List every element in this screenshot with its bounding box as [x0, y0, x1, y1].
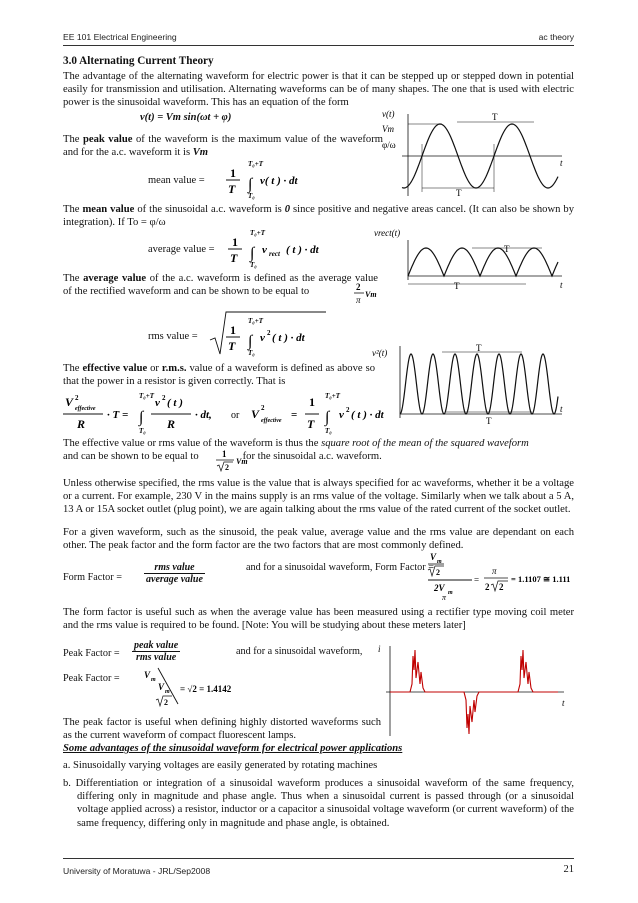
svg-text:T: T [228, 182, 236, 196]
svg-text:T₀: T₀ [248, 349, 255, 357]
svg-text:T: T [307, 417, 315, 431]
average-value-paragraph: The average value of the a.c. waveform is defined as the average value of the rectified waveform and can be shown to be equal to [63, 273, 378, 298]
svg-text:∫: ∫ [248, 333, 253, 350]
svg-text:( t ) · dt: ( t ) · dt [272, 332, 305, 344]
header-rule [63, 45, 574, 46]
svg-text:T₀: T₀ [325, 427, 332, 435]
header-left: EE 101 Electrical Engineering [63, 32, 177, 42]
svg-text:Vm: Vm [365, 290, 377, 299]
footer-left: University of Moratuwa - JRL/Sep2008 [63, 866, 211, 876]
svg-text:effective: effective [75, 406, 96, 412]
svg-text:Vm: Vm [236, 457, 248, 466]
fig2-t-label: t [560, 280, 563, 290]
header-right: ac theory [538, 32, 574, 42]
form-factor-sinusoidal-text: and for a sinusoidal waveform, Form Factor = [246, 562, 434, 573]
svg-text:2: 2 [267, 329, 271, 337]
svg-text:R: R [167, 417, 176, 431]
svg-text:v( t ) · dt: v( t ) · dt [260, 175, 298, 187]
advantage-b: b. Differentiation or integration of a sinusoidal waveform produces a sinusoidal waveform of the same frequency, differing only in magnitude and phase angle. Thus when a sinusoidal current is passed through (or a sinusoidal voltage applied across) a resistor, inductor or a capacitor a sinusoidal voltage waveform (or current waveform) of the same frequency, differing only in magnitude and phase angle, is obtained. [63, 778, 574, 829]
rms-value-formula [208, 308, 328, 360]
svg-text:1: 1 [222, 449, 227, 459]
svg-text:T₀+T: T₀+T [248, 317, 263, 325]
svg-text:V: V [430, 552, 437, 562]
svg-text:1: 1 [230, 323, 236, 337]
fig1-period-top: T [492, 112, 498, 122]
svg-text:1: 1 [230, 166, 236, 180]
svg-text:2: 2 [356, 282, 361, 292]
svg-text:V: V [251, 407, 260, 421]
svg-text:T₀: T₀ [248, 192, 255, 200]
form-factor-sinusoid-fraction [428, 550, 574, 600]
svg-text:m: m [437, 559, 442, 565]
fig1-ylabel: v(t) [382, 109, 395, 119]
fig1-vm-label: Vm [382, 124, 394, 134]
svg-text:2: 2 [346, 406, 350, 414]
average-value-formula [228, 227, 348, 269]
svg-text:2: 2 [261, 404, 265, 412]
section-title: 3.0 Alternating Current Theory [63, 55, 214, 67]
svg-text:effective: effective [261, 418, 282, 424]
fig1-phase-label: φ/ω [382, 140, 396, 150]
intro-paragraph: The advantage of the alternating waveform for electric power is that it can be stepped up or stepped down in potential easily for transmission and utilisation. Alternating waveforms can be of many shapes. The one that is used with electric power is the sinusoidal waveform. This has an equation of the form [63, 71, 574, 109]
svg-text:T₀: T₀ [250, 261, 257, 269]
svg-text:R: R [77, 417, 86, 431]
form-factor-label: Form Factor = [63, 572, 122, 583]
rectified-figure [374, 228, 574, 292]
two-vm-over-pi [352, 280, 380, 308]
form-factor-denominator: average value [146, 574, 203, 585]
effective-value-paragraph: The effective value or r.m.s. value of a waveform is defined as above so that the power in a resistor is given correctly. That is [63, 363, 375, 388]
svg-text:∫: ∫ [139, 409, 144, 426]
svg-text:T: T [230, 251, 238, 265]
form-factor-result: = 1.1107 ≅ 1.111 [511, 574, 571, 584]
svg-text:2: 2 [436, 568, 440, 577]
peak-factor-sinusoidal-text: and for a sinusoidal waveform, [236, 646, 363, 657]
peak-factor-useful-paragraph: The peak factor is useful when defining highly distorted waveforms such as the current waveform of compact fluorescent lamps. [63, 717, 381, 742]
peak-factor-label-2: Peak Factor = [63, 673, 120, 684]
one-over-root2 [216, 448, 256, 474]
svg-text:V: V [158, 682, 165, 692]
svg-text:π: π [492, 566, 497, 576]
svg-text:π: π [442, 593, 447, 602]
unless-paragraph: Unless otherwise specified, the rms value is the value that is always specified for ac waveforms, whether it be a voltage or a current. For example, 230 V in the mains supply is an rms value of the voltage. Similarly when we talk about a 5 A, 13 A or 15A socket outlet (plug point), we are again talking about the rms value of the rated current of the socket outlet. [63, 478, 574, 516]
peak-factor-denominator: rms value [135, 652, 177, 663]
main-equation: v(t) = Vm sin(ωt + φ) [140, 112, 232, 123]
fig4-ylabel: i [378, 644, 381, 654]
fig2-period-bottom: T [454, 281, 460, 291]
peak-factor-sinusoid-fraction [140, 664, 290, 710]
rms-value-label: rms value = [148, 331, 198, 342]
svg-text:V: V [65, 395, 74, 409]
svg-text:2: 2 [164, 698, 168, 707]
svg-text:· dt,: · dt, [195, 409, 212, 421]
svg-text:T₀+T: T₀+T [250, 229, 265, 237]
peak-factor-fraction [132, 640, 180, 663]
sinusoid-figure [382, 108, 574, 200]
form-factor-useful-paragraph: The form factor is useful such as when the average value has been measured using a rectifier type moving coil meter and the rms value is required to be found. [Note: You will be studying about these meters later] [63, 607, 574, 632]
svg-text:1: 1 [309, 395, 315, 409]
fig3-ylabel: v²(t) [372, 348, 388, 358]
svg-text:π: π [356, 295, 361, 305]
svg-text:T₀+T: T₀+T [139, 392, 154, 400]
svg-text:=: = [291, 409, 298, 421]
page-number: 21 [563, 864, 574, 875]
mean-value-paragraph: The mean value of the sinusoidal a.c. waveform is 0 since positive and negative areas cancel. (It can also be shown by integration). If To = φ/ω [63, 204, 575, 229]
advantages-title: Some advantages of the sinusoidal waveform for electrical power applications [63, 743, 403, 754]
fig3-period-bottom: T [486, 416, 492, 426]
svg-text:v: v [339, 409, 344, 421]
svg-text:( t ): ( t ) [167, 397, 183, 409]
fig1-period-bottom: T [456, 188, 462, 198]
fig2-period-top: T [504, 244, 510, 254]
svg-text:m: m [165, 689, 170, 695]
form-factor-fraction [144, 562, 205, 585]
svg-text:m: m [151, 677, 156, 683]
svg-text:V: V [144, 670, 151, 680]
svg-text:=: = [474, 575, 480, 585]
svg-text:2: 2 [485, 582, 490, 592]
svg-text:( t ) · dt: ( t ) · dt [351, 409, 384, 421]
mean-value-label: mean value = [148, 175, 205, 186]
advantage-a: a. Sinusoidally varying voltages are easily generated by rotating machines [63, 760, 378, 771]
svg-text:· T =: · T = [107, 409, 129, 421]
peak-value-paragraph: The peak value of the waveform is the maximum value of the waveform and for the a.c. waveform it is Vm [63, 134, 383, 159]
svg-text:v: v [155, 397, 160, 409]
form-factor-numerator: rms value [144, 562, 205, 574]
svg-text:2: 2 [162, 394, 166, 402]
svg-text:1: 1 [232, 235, 238, 249]
average-value-label: average value = [148, 244, 215, 255]
footer-rule [63, 858, 574, 859]
svg-text:v: v [262, 244, 267, 256]
fig4-t-label: t [562, 698, 565, 708]
svg-text:v: v [260, 332, 265, 344]
power-equation [63, 388, 393, 438]
svg-text:m: m [448, 590, 453, 596]
svg-text:T₀+T: T₀+T [248, 160, 263, 168]
peak-factor-result: = √2 = 1.4142 [180, 684, 232, 694]
fig3-period-top: T [476, 343, 482, 353]
given-waveform-paragraph: For a given waveform, such as the sinusoid, the peak value, average value and the rms value are dependant on each other. The peak factor and the form factor are the two factors that are most commonly defined. [63, 527, 574, 552]
svg-text:∫: ∫ [250, 245, 255, 262]
peak-factor-label: Peak Factor = [63, 648, 120, 659]
svg-text:2: 2 [75, 394, 79, 402]
peak-factor-numerator: peak value [134, 640, 179, 651]
fig2-ylabel: vrect(t) [374, 228, 401, 238]
mean-value-formula [226, 158, 326, 200]
distorted-current-figure [378, 640, 574, 740]
or-word: or [231, 410, 240, 421]
svg-text:T: T [228, 339, 236, 353]
svg-text:∫: ∫ [248, 176, 253, 193]
svg-text:( t ) · dt: ( t ) · dt [286, 244, 319, 256]
fig1-t-label: t [560, 158, 563, 168]
svg-text:2: 2 [499, 582, 504, 592]
svg-text:2: 2 [225, 463, 229, 472]
rms-sqrt-paragraph: The effective value or rms value of the waveform is thus the square root of the mean of the squared waveform and can be shown to be equal to for the sinusoidal a.c. waveform. [63, 438, 529, 463]
svg-text:T₀+T: T₀+T [325, 392, 340, 400]
squared-figure [372, 342, 574, 426]
svg-text:rect: rect [269, 250, 280, 258]
fig3-t-label: t [560, 404, 563, 414]
svg-text:∫: ∫ [325, 409, 330, 426]
svg-text:T₀: T₀ [139, 427, 146, 435]
svg-text:2V: 2V [434, 583, 445, 593]
